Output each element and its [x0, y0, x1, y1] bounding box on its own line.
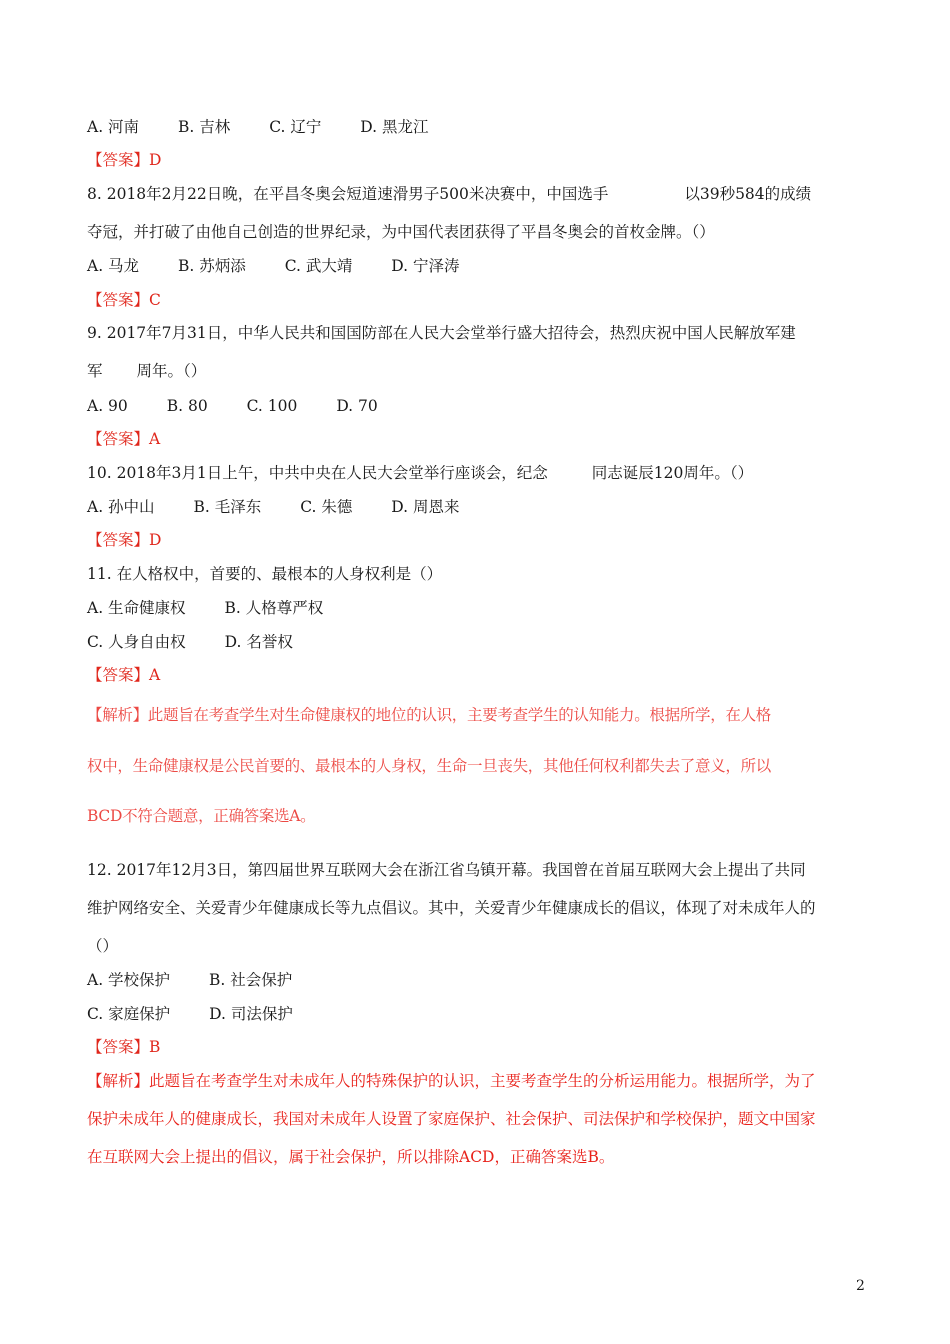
- q12-option-a: A. 学校保护: [87, 971, 171, 989]
- q12-options-row1: [87, 970, 292, 990]
- q11-analysis-line3: BCD不符合题意，正确答案选A。: [87, 807, 316, 825]
- q9-option-b: B. 80: [166, 397, 208, 415]
- q11-options-row1: [87, 598, 323, 618]
- q9-text-a: 军: [87, 362, 103, 380]
- q11-question-line1: 11. 在人格权中，首要的、最根本的人身权利是（）: [87, 565, 443, 583]
- q8-option-b: B. 苏炳添: [178, 257, 246, 275]
- page-number: 2: [856, 1278, 865, 1294]
- q10-answer: 【答案】D: [87, 531, 162, 549]
- q8-question-line1: [87, 184, 811, 204]
- q10-option-d: D. 周恩来: [391, 498, 460, 516]
- q12-option-b: B. 社会保护: [209, 971, 293, 989]
- q7-option-c: C. 辽宁: [269, 118, 322, 136]
- q11-analysis-line1: 【解析】此题旨在考查学生对生命健康权的地位的认识，主要考查学生的认知能力。根据所学，在人格: [87, 706, 772, 724]
- q12-question-line1: 12. 2017年12月3日，第四届世界互联网大会在浙江省乌镇开幕。我国曾在首届互联网大会上提出了共同: [87, 861, 806, 879]
- q8-answer: 【答案】C: [87, 291, 161, 309]
- q9-options: [87, 396, 378, 416]
- q11-option-c: C. 人身自由权: [87, 633, 186, 651]
- q11-answer: 【答案】A: [87, 666, 161, 684]
- q12-option-d: D. 司法保护: [209, 1005, 293, 1023]
- q12-analysis-line2: 保护未成年人的健康成长，我国对未成年人设置了家庭保护、社会保护、司法保护和学校保护，题文中国家: [87, 1110, 816, 1128]
- q12-analysis-line3: 在互联网大会上提出的倡议，属于社会保护，所以排除ACD，正确答案选B。: [87, 1148, 615, 1166]
- q10-text-a: 10. 2018年3月1日上午，中共中央在人民大会堂举行座谈会，纪念: [87, 464, 548, 482]
- q9-text-b: 周年。（）: [136, 362, 207, 380]
- q8-text-a: 8. 2018年2月22日晚，在平昌冬奥会短道速滑男子500米决赛中，中国选手: [87, 185, 609, 203]
- q12-analysis-line1: 【解析】此题旨在考查学生对未成年人的特殊保护的认识，主要考查学生的分析运用能力。根据所学，为了: [87, 1072, 816, 1090]
- q7-options: [87, 117, 429, 137]
- q7-answer: 【答案】D: [87, 151, 162, 169]
- q9-answer: 【答案】A: [87, 430, 161, 448]
- q8-option-d: D. 宁泽涛: [391, 257, 460, 275]
- q10-question-line1: [87, 463, 753, 483]
- q8-question-line2: 夺冠，并打破了由他自己创造的世界纪录，为中国代表团获得了平昌冬奥会的首枚金牌。（）: [87, 223, 715, 241]
- q7-option-d: D. 黑龙江: [360, 118, 429, 136]
- q12-question-line2: 维护网络安全、关爱青少年健康成长等九点倡议。其中，关爱青少年健康成长的倡议，体现了对未成年人的: [87, 899, 816, 917]
- q7-option-b: B. 吉林: [178, 118, 231, 136]
- q8-text-b: 以39秒584的成绩: [684, 185, 812, 203]
- q9-question-line2: [87, 361, 206, 381]
- q9-option-c: C. 100: [246, 397, 298, 415]
- q7-option-a: A. 河南: [87, 118, 140, 136]
- q10-option-a: A. 孙中山: [87, 498, 155, 516]
- q11-options-row2: [87, 632, 293, 652]
- q12-options-row2: [87, 1004, 293, 1024]
- q10-options: [87, 497, 460, 517]
- q8-option-c: C. 武大靖: [284, 257, 353, 275]
- q10-text-b: 同志诞辰120周年。（）: [591, 464, 754, 482]
- q11-option-d: D. 名誉权: [224, 633, 293, 651]
- q11-analysis-line2: 权中，生命健康权是公民首要的、最根本的人身权，生命一旦丧失，其他任何权利都失去了意义，所以: [87, 757, 772, 775]
- q8-options: [87, 256, 460, 276]
- q12-option-c: C. 家庭保护: [87, 1005, 171, 1023]
- q9-option-a: A. 90: [87, 397, 128, 415]
- q8-option-a: A. 马龙: [87, 257, 140, 275]
- q11-option-b: B. 人格尊严权: [224, 599, 324, 617]
- q11-option-a: A. 生命健康权: [87, 599, 186, 617]
- q10-option-b: B. 毛泽东: [193, 498, 262, 516]
- q9-question-line1: 9. 2017年7月31日，中华人民共和国国防部在人民大会堂举行盛大招待会，热烈庆祝中国人民解放军建: [87, 324, 796, 342]
- q12-question-line3: （）: [87, 937, 119, 955]
- q12-answer: 【答案】B: [87, 1038, 161, 1056]
- q9-option-d: D. 70: [336, 397, 378, 415]
- q10-option-c: C. 朱德: [300, 498, 353, 516]
